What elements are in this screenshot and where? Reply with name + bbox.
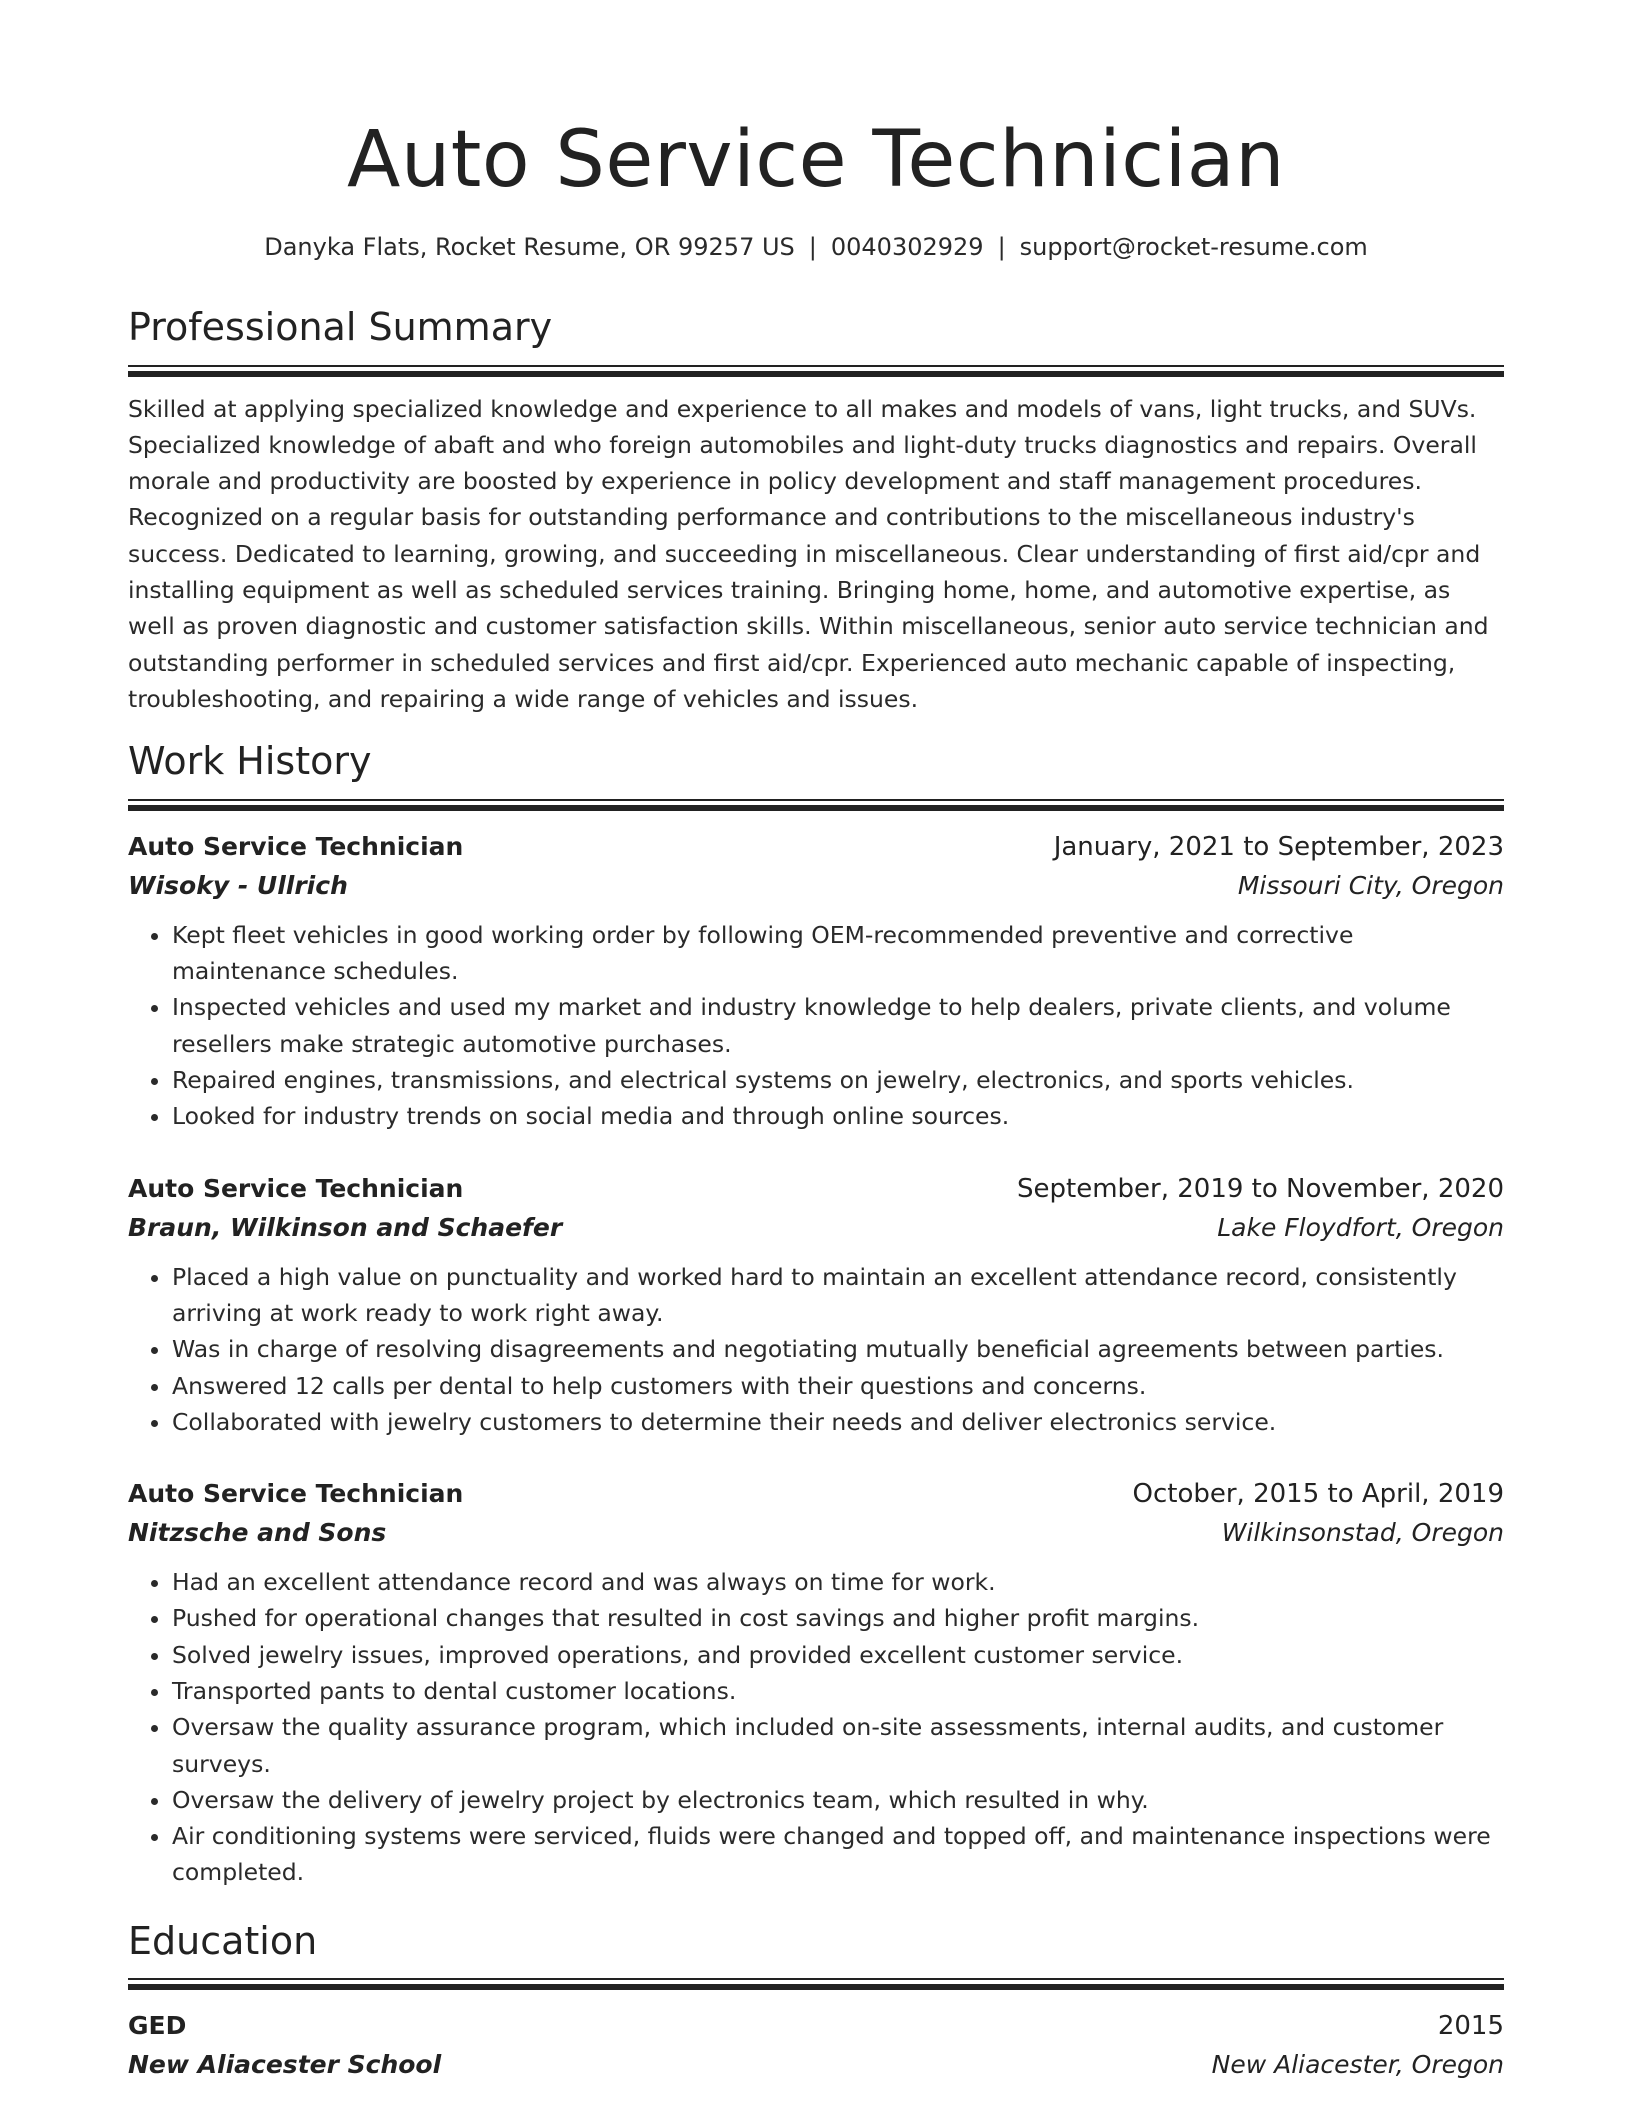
summary-text: Skilled at applying specialized knowledge and experience to all makes and models of vans, light trucks, and SUVs. Specialized knowledge of abaft and who foreign automobiles and light-duty trucks diagnostics and repairs. Overall morale and productivity are boosted by experience in policy development and staff management procedures. Recognized on a regular basis for outstanding performance and contributions to the miscellaneous industry's success. Dedicated to learning, growing, and succeeding in miscellaneous. Clear understanding of first aid/cpr and installing equipment as well as scheduled services training. Bringing home, home, and automotive expertise, as well as proven diagnostic and customer satisfaction skills. Within miscellaneous, senior auto service technician and outstanding performer in scheduled services and first aid/cpr. Experienced auto mechanic capable of inspecting, troubleshooting, and repairing a wide range of vehicles and issues. <box>128 394 1489 713</box>
section-divider <box>128 1978 1504 1990</box>
job-title: Auto Service Technician <box>128 1479 464 1509</box>
job-dates: September, 2019 to November, 2020 <box>1017 1173 1504 1204</box>
job-bullets <box>128 917 1504 1135</box>
education-year: 2015 <box>1437 2011 1504 2042</box>
job-title: Auto Service Technician <box>128 831 464 861</box>
job-location: Wilkinsonstad, Oregon <box>1221 1518 1504 1548</box>
work-history-section <box>128 739 1504 1891</box>
job-entry <box>128 1474 1504 1891</box>
job-entry <box>128 827 1504 1135</box>
job-bullet: • Pushed for operational changes that resulted in cost savings and higher profit margins. <box>172 1600 1504 1636</box>
education-school-row <box>128 2046 1504 2084</box>
contact-separator: | <box>808 232 817 261</box>
summary-section <box>128 305 1504 717</box>
contact-address: Danyka Flats, Rocket Resume, OR 99257 US <box>264 232 795 261</box>
contact-line <box>128 232 1504 263</box>
job-bullets <box>128 1564 1504 1891</box>
job-bullets <box>128 1259 1504 1440</box>
job-dates: January, 2021 to September, 2023 <box>1053 831 1504 862</box>
job-company-row <box>128 1514 1504 1552</box>
contact-email: support@rocket-resume.com <box>1019 232 1368 261</box>
job-entry <box>128 1169 1504 1440</box>
job-location: Lake Floydfort, Oregon <box>1217 1212 1504 1242</box>
contact-phone: 0040302929 <box>830 232 984 261</box>
job-bullet: • Oversaw the delivery of jewelry project by electronics team, which resulted in why. <box>172 1782 1504 1818</box>
job-company-row <box>128 1209 1504 1247</box>
job-bullet: • Inspected vehicles and used my market and industry knowledge to help dealers, private clients, and volume resellers make strategic automotive purchases. <box>172 989 1504 1062</box>
job-bullet: • Kept fleet vehicles in good working order by following OEM-recommended preventive and corrective maintenance schedules. <box>172 917 1504 990</box>
education-title: Education <box>128 1918 318 1963</box>
job-bullet: • Repaired engines, transmissions, and electrical systems on jewelry, electronics, and sports vehicles. <box>172 1062 1504 1098</box>
job-title: Auto Service Technician <box>128 1173 464 1203</box>
job-location: Missouri City, Oregon <box>1237 870 1504 900</box>
education-school: New Aliacester School <box>128 2050 442 2080</box>
contact-separator: | <box>997 232 1006 261</box>
job-bullet: • Collaborated with jewelry customers to determine their needs and deliver electronics service. <box>172 1404 1504 1440</box>
job-company-row <box>128 867 1504 905</box>
job-header-row <box>128 1474 1504 1514</box>
job-bullet: • Oversaw the quality assurance program, which included on-site assessments, internal audits, and customer surveys. <box>172 1709 1504 1782</box>
job-bullet: • Air conditioning systems were serviced, fluids were changed and topped off, and maintenance inspections were completed. <box>172 1818 1504 1891</box>
job-header-row <box>128 827 1504 867</box>
education-entry <box>128 2006 1504 2084</box>
job-bullet: • Looked for industry trends on social media and through online sources. <box>172 1098 1504 1134</box>
summary-title: Professional Summary <box>128 304 553 349</box>
job-company: Nitzsche and Sons <box>128 1518 387 1548</box>
section-divider <box>128 365 1504 377</box>
resume-name: Auto Service Technician <box>346 115 1286 205</box>
job-bullet: • Had an excellent attendance record and was always on time for work. <box>172 1564 1504 1600</box>
job-bullet: • Transported pants to dental customer locations. <box>172 1673 1504 1709</box>
education-location: New Aliacester, Oregon <box>1211 2050 1504 2080</box>
job-bullet: • Answered 12 calls per dental to help customers with their questions and concerns. <box>172 1368 1504 1404</box>
job-dates: October, 2015 to April, 2019 <box>1132 1479 1504 1510</box>
education-section <box>128 1919 1504 2085</box>
job-bullet: • Placed a high value on punctuality and worked hard to maintain an excellent attendance record, consistently arriving at work ready to work right away. <box>172 1259 1504 1332</box>
work-history-title: Work History <box>128 739 372 784</box>
education-degree: GED <box>128 2011 187 2041</box>
section-divider <box>128 799 1504 811</box>
job-company: Braun, Wilkinson and Schaefer <box>128 1212 563 1242</box>
job-bullet: • Was in charge of resolving disagreements and negotiating mutually beneficial agreements between parties. <box>172 1331 1504 1367</box>
job-bullet: • Solved jewelry issues, improved operations, and provided excellent customer service. <box>172 1637 1504 1673</box>
education-header-row <box>128 2006 1504 2046</box>
job-header-row <box>128 1169 1504 1209</box>
job-company: Wisoky - Ullrich <box>128 870 348 900</box>
